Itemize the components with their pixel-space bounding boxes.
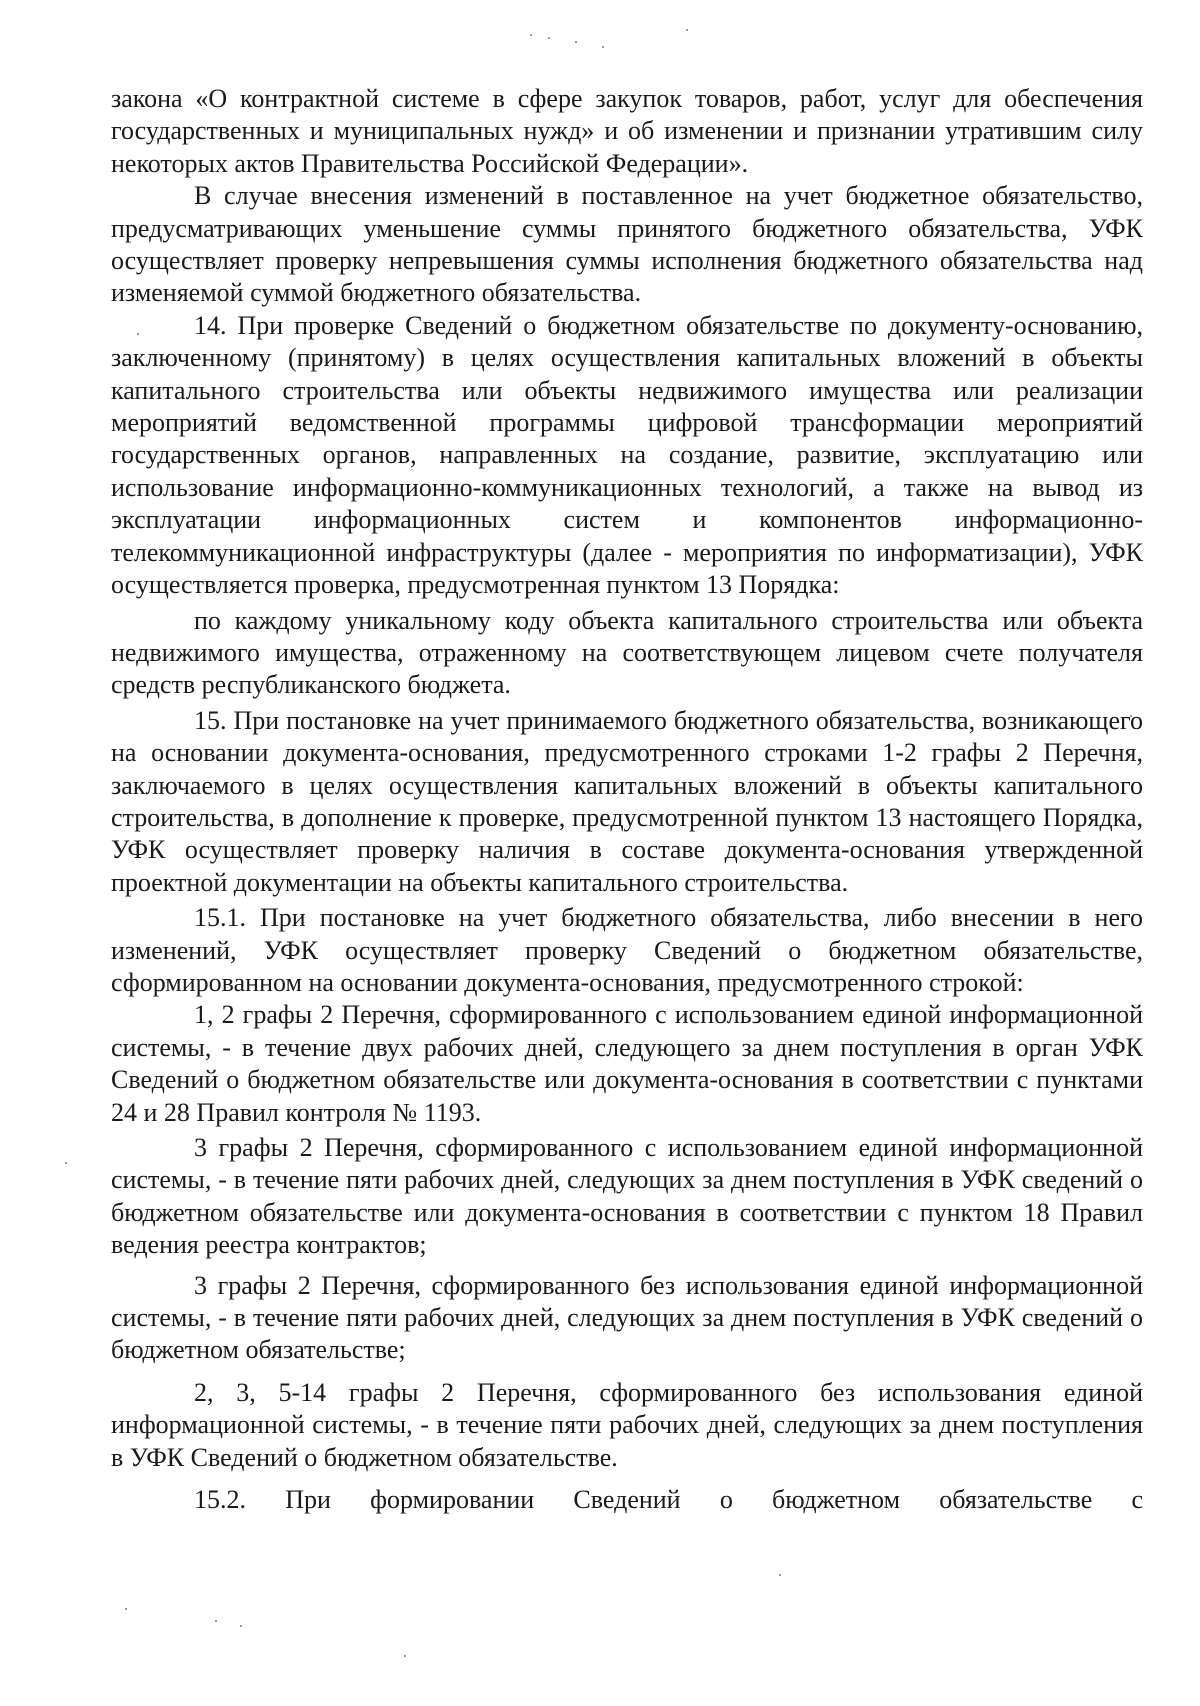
scan-speck <box>215 1620 217 1622</box>
scan-speck <box>530 34 532 36</box>
scan-speck <box>125 1608 127 1610</box>
scan-speck <box>65 1162 67 1164</box>
paragraph-15-1: 15.1. При постановке на учет бюджетного обязательства, либо внесении в него изменений, УФК осуществляет проверку Сведений о бюджетном обязательстве, сформированном на основании документа-основания, предусмотренного строкой: <box>111 903 1143 997</box>
document-body <box>111 83 1143 1516</box>
scan-speck <box>404 1655 406 1657</box>
scan-speck <box>548 37 550 39</box>
scan-speck <box>240 1625 242 1627</box>
paragraph-row-3-with-eis: 3 графы 2 Перечня, сформированного с использованием единой информационной системы, - в течение пяти рабочих дней, следующих за днем поступления в УФК сведений о бюджетном обязательстве или документа-основания в соответствии с пунктом 18 Правил ведения реестра контрактов; <box>111 1133 1143 1260</box>
paragraph-14: 14. При проверке Сведений о бюджетном обязательстве по документу-основанию, заключенному (принятому) в целях осуществления капитальных вложений в объекты капитального строительства или объекты недвижимого имущества или реализации мероприятий ведомственной программы цифровой трансформации мероприятий государственных органов, направленных на создание, развитие, эксплуатацию или использование информационно-коммуникационных технологий, а также на вывод из эксплуатации информационных систем и компонентов информационно-телекоммуникационной инфраструктуры (далее - мероприятия по информатизации), УФК осуществляется проверка, предусмотренная пунктом 13 Порядка: <box>111 310 1143 600</box>
scan-speck <box>575 41 577 43</box>
scan-speck <box>779 1574 781 1576</box>
scan-speck <box>686 29 688 31</box>
scan-speck <box>602 46 604 48</box>
paragraph-unique-code: по каждому уникальному коду объекта капитального строительства или объекта недвижимого имущества, отраженному на соответствующем лицевом счете получателя средств республиканского бюджета. <box>111 605 1143 700</box>
paragraph-rows-1-2: 1, 2 графы 2 Перечня, сформированного с использованием единой информационной системы, - в течение двух рабочих дней, следующего за днем поступления в орган УФК Сведений о бюджетном обязательстве или документа-основания в соответствии с пунктами 24 и 28 Правил контроля № 1193. <box>111 1000 1143 1127</box>
paragraph-row-3-without-eis: 3 графы 2 Перечня, сформированного без использования единой информационной системы, - в течение пяти рабочих дней, следующих за днем поступления в УФК сведений о бюджетном обязательстве; <box>111 1270 1143 1365</box>
paragraph-15-2: 15.2. При формировании Сведений о бюджетном обязательстве с <box>194 1485 1143 1515</box>
paragraph-15: 15. При постановке на учет принимаемого бюджетного обязательства, возникающего на основании документа-основания, предусмотренного строками 1-2 графы 2 Перечня, заключаемого в целях осуществления капитальных вложений в объекты капитального строительства, в дополнение к проверке, предусмотренной пунктом 13 настоящего Порядка, УФК осуществляет проверку наличия в составе документа-основания утвержденной проектной документации на объекты капитального строительства. <box>111 705 1143 897</box>
paragraph-rows-2-3-5-14: 2, 3, 5-14 графы 2 Перечня, сформированного без использования единой информационной системы, - в течение пяти рабочих дней, следующих за днем поступления в УФК Сведений о бюджетном обязательстве. <box>111 1377 1143 1472</box>
paragraph-law-reference: закона «О контрактной системе в сфере закупок товаров, работ, услуг для обеспечения государственных и муниципальных нужд» и об изменении и признании утратившим силу некоторых актов Правительства Российской Федерации». <box>111 84 1143 178</box>
paragraph-decrease-amendment: В случае внесения изменений в поставленное на учет бюджетное обязательство, предусматривающих уменьшение суммы принятого бюджетного обязательства, УФК осуществляет проверку непревышения суммы исполнения бюджетного обязательства над изменяемой суммой бюджетного обязательства. <box>111 181 1143 308</box>
